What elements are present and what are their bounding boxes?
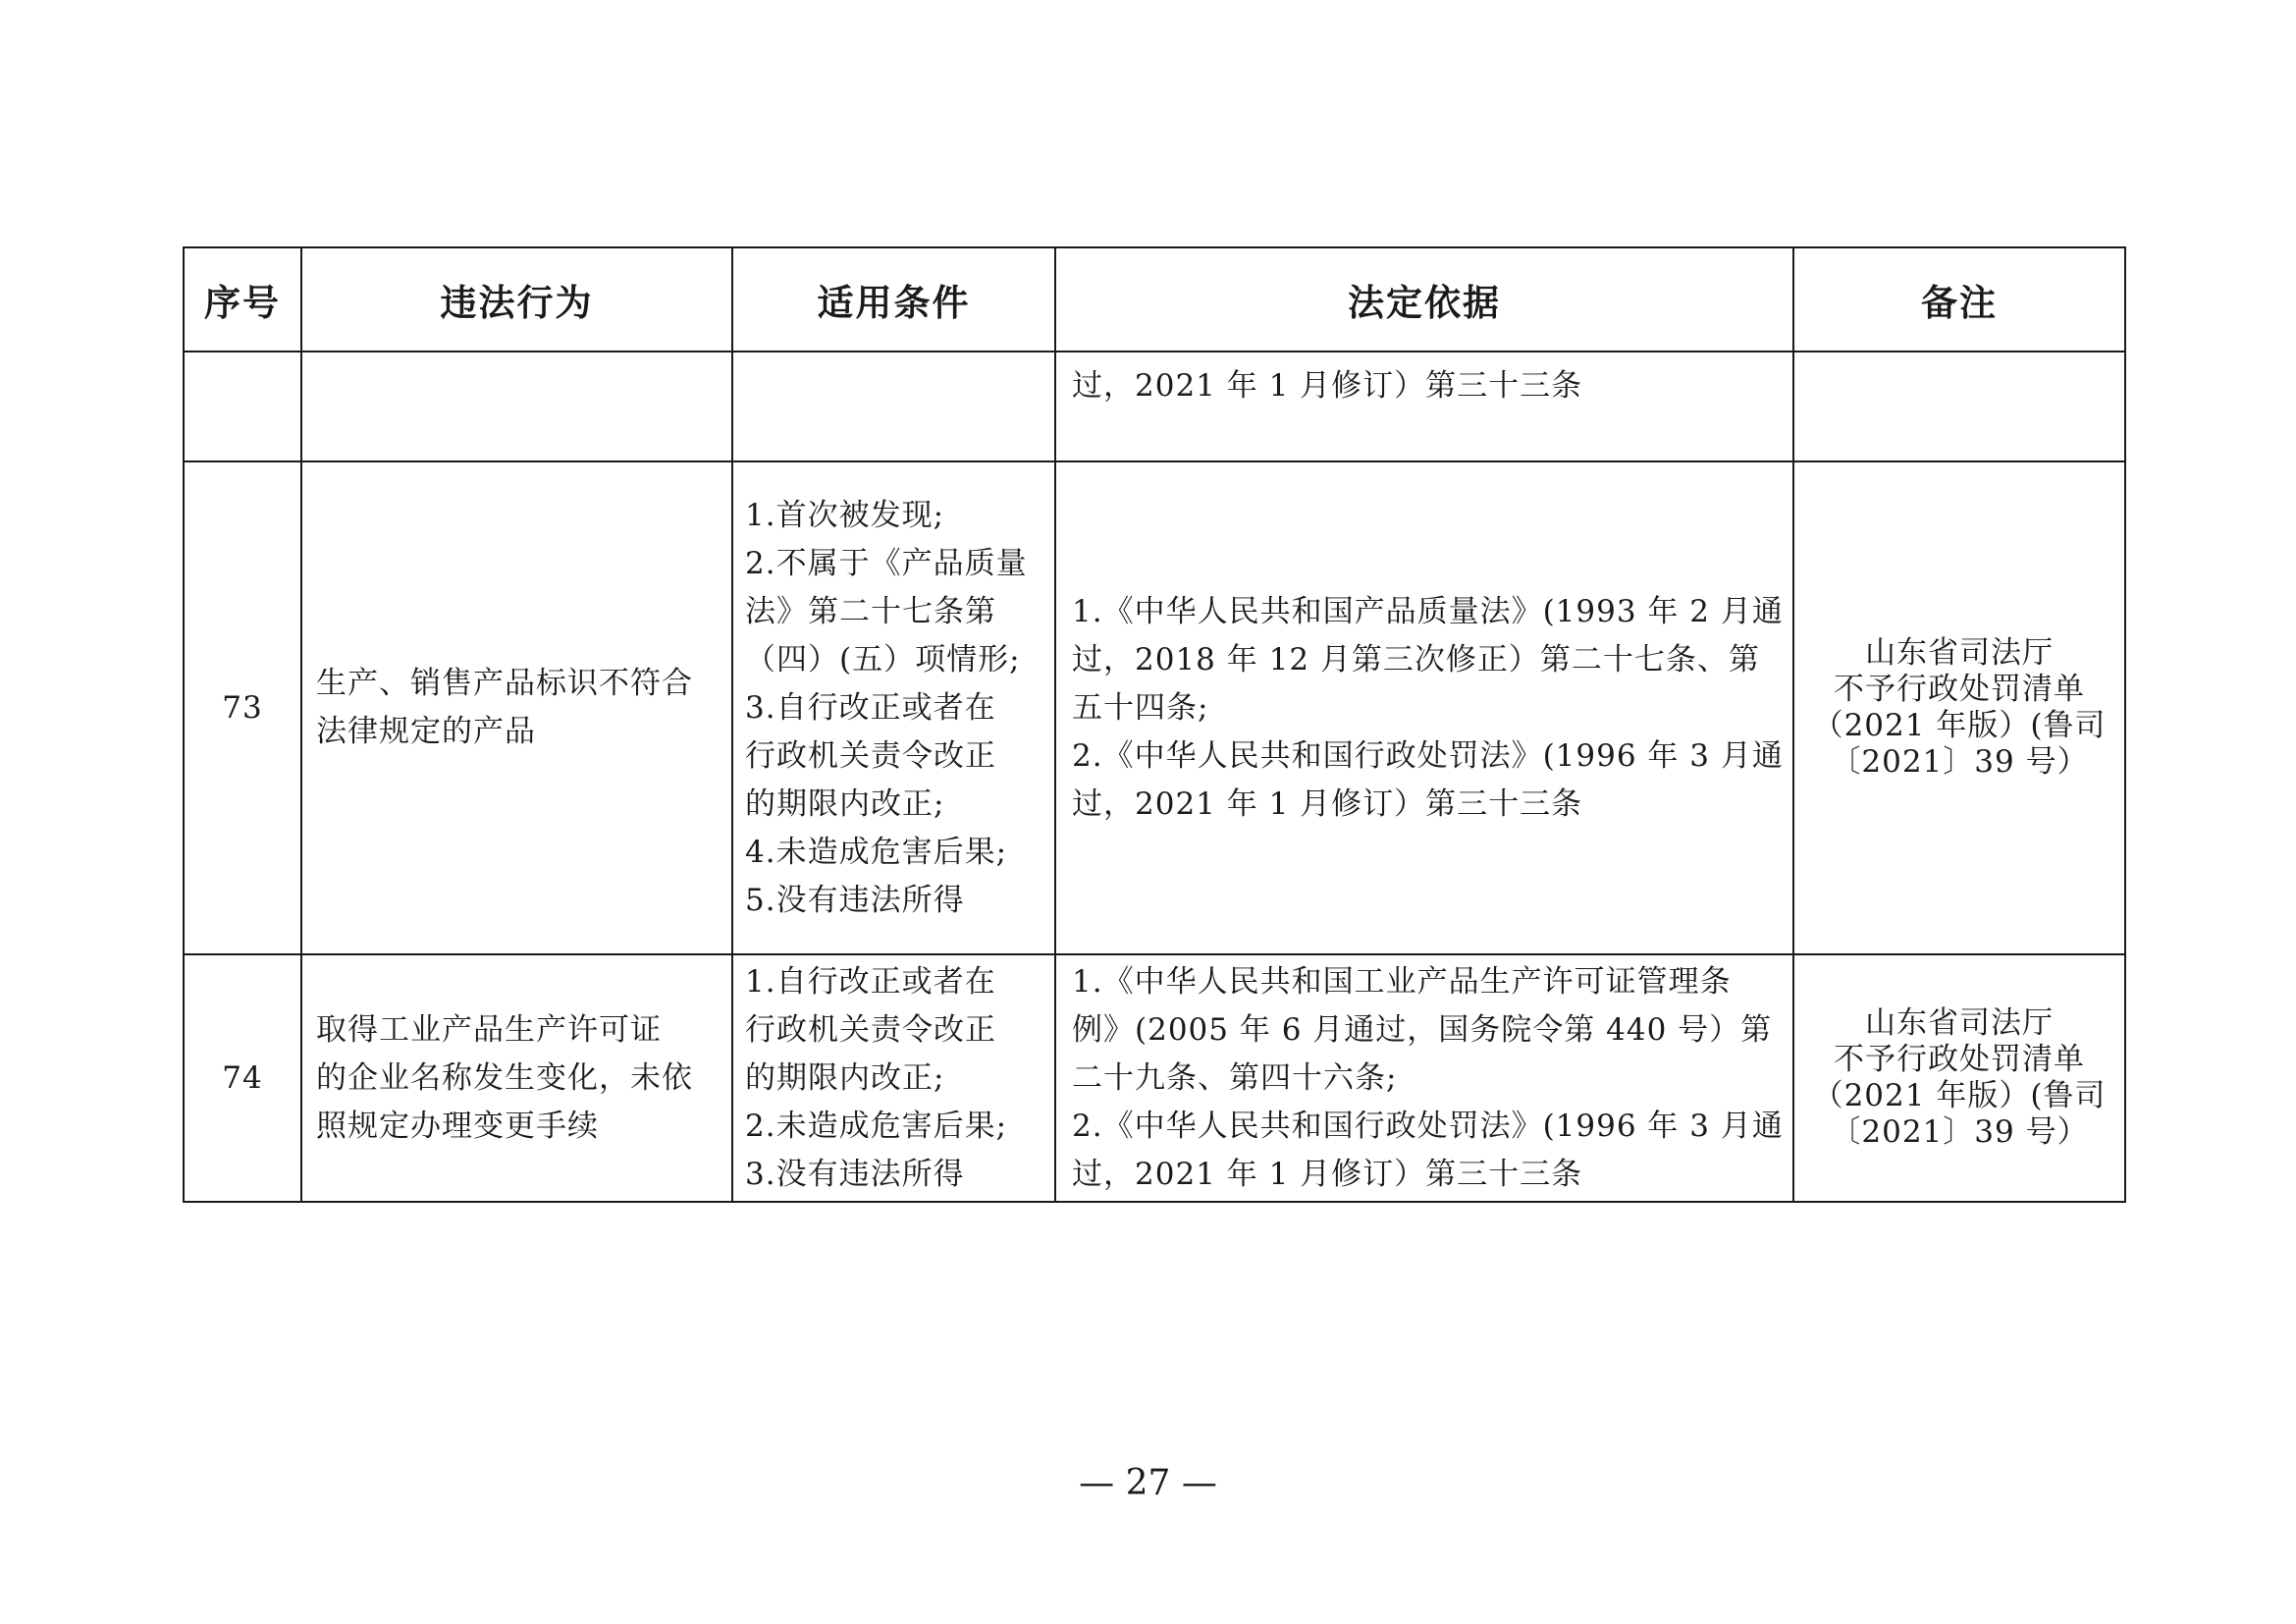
cell-behavior [301,954,732,1202]
basis-line: 2.《中华人民共和国行政处罚法》(1996 年 3 月通 [1072,737,1784,774]
table-row-continued [184,352,2125,461]
behavior-line: 照规定办理变更手续 [316,1108,599,1144]
condition-line: 3.没有违法所得 [745,1156,965,1192]
remark-line: 不予行政处罚清单 [1834,1042,2085,1077]
cell-seq-continued [184,352,301,461]
remark-line: （2021 年版）(鲁司 [1812,1078,2107,1113]
cell-remark [1793,954,2125,1202]
cell-basis-continued [1055,352,1793,461]
condition-line: 1.自行改正或者在 [745,963,996,1000]
condition-line: 3.自行改正或者在 [745,689,996,726]
basis-line: 过，2018 年 12 月第三次修正）第二十七条、第 [1072,641,1760,677]
basis-line: 2.《中华人民共和国行政处罚法》(1996 年 3 月通 [1072,1108,1784,1144]
condition-line: 行政机关责令改正 [745,1011,996,1048]
remark-line: 山东省司法厅 [1865,635,2054,671]
table-row [184,461,2125,954]
condition-line: 1.首次被发现; [745,497,945,533]
cell-condition-continued [732,352,1055,461]
condition-line: 4.未造成危害后果; [745,834,1008,870]
condition-line: 2.不属于《产品质量 [745,545,1028,581]
remark-line: 〔2021〕39 号） [1830,1114,2089,1150]
basis-line: 1.《中华人民共和国产品质量法》(1993 年 2 月通 [1072,593,1784,629]
header-seq: 序号 [184,247,301,352]
cell-seq: 74 [184,954,301,1202]
cell-behavior [301,461,732,954]
behavior-line: 法律规定的产品 [316,714,536,749]
penalty-exemption-table [183,246,2126,1203]
condition-line: 的期限内改正; [745,1059,945,1096]
behavior-line: 取得工业产品生产许可证 [316,1011,662,1048]
cell-condition [732,461,1055,954]
condition-line: 5.没有违法所得 [745,882,965,918]
basis-line: 五十四条; [1072,689,1209,726]
basis-line: 过，2021 年 1 月修订）第三十三条 [1072,368,1583,404]
condition-line: 法》第二十七条第 [745,593,996,629]
basis-line: 例》(2005 年 6 月通过，国务院令第 440 号）第 [1072,1011,1773,1048]
cell-behavior-continued [301,352,732,461]
remark-line: 〔2021〕39 号） [1830,744,2089,780]
page-number: — 27 — [1079,1463,1217,1503]
cell-seq: 73 [184,461,301,954]
basis-line: 二十九条、第四十六条; [1072,1059,1398,1096]
condition-line: 2.未造成危害后果; [745,1108,1008,1144]
cell-basis [1055,954,1793,1202]
cell-remark-continued [1793,352,2125,461]
condition-line: 的期限内改正; [745,785,945,822]
cell-basis [1055,461,1793,954]
behavior-line: 的企业名称发生变化，未依 [316,1059,693,1096]
basis-line: 过，2021 年 1 月修订）第三十三条 [1072,1156,1583,1192]
table-row [184,954,2125,1202]
header-condition: 适用条件 [732,247,1055,352]
header-behavior: 违法行为 [301,247,732,352]
remark-line: （2021 年版）(鲁司 [1812,708,2107,743]
remark-line: 山东省司法厅 [1865,1005,2054,1041]
cell-condition [732,954,1055,1202]
remark-line: 不予行政处罚清单 [1834,672,2085,707]
basis-line: 过，2021 年 1 月修订）第三十三条 [1072,785,1583,822]
cell-remark [1793,461,2125,954]
condition-line: 行政机关责令改正 [745,737,996,774]
header-basis: 法定依据 [1055,247,1793,352]
behavior-line: 生产、销售产品标识不符合 [316,666,693,701]
header-remark: 备注 [1793,247,2125,352]
table-header-row [184,247,2125,352]
condition-line: （四）(五）项情形; [745,641,1021,677]
basis-line: 1.《中华人民共和国工业产品生产许可证管理条 [1072,963,1732,1000]
